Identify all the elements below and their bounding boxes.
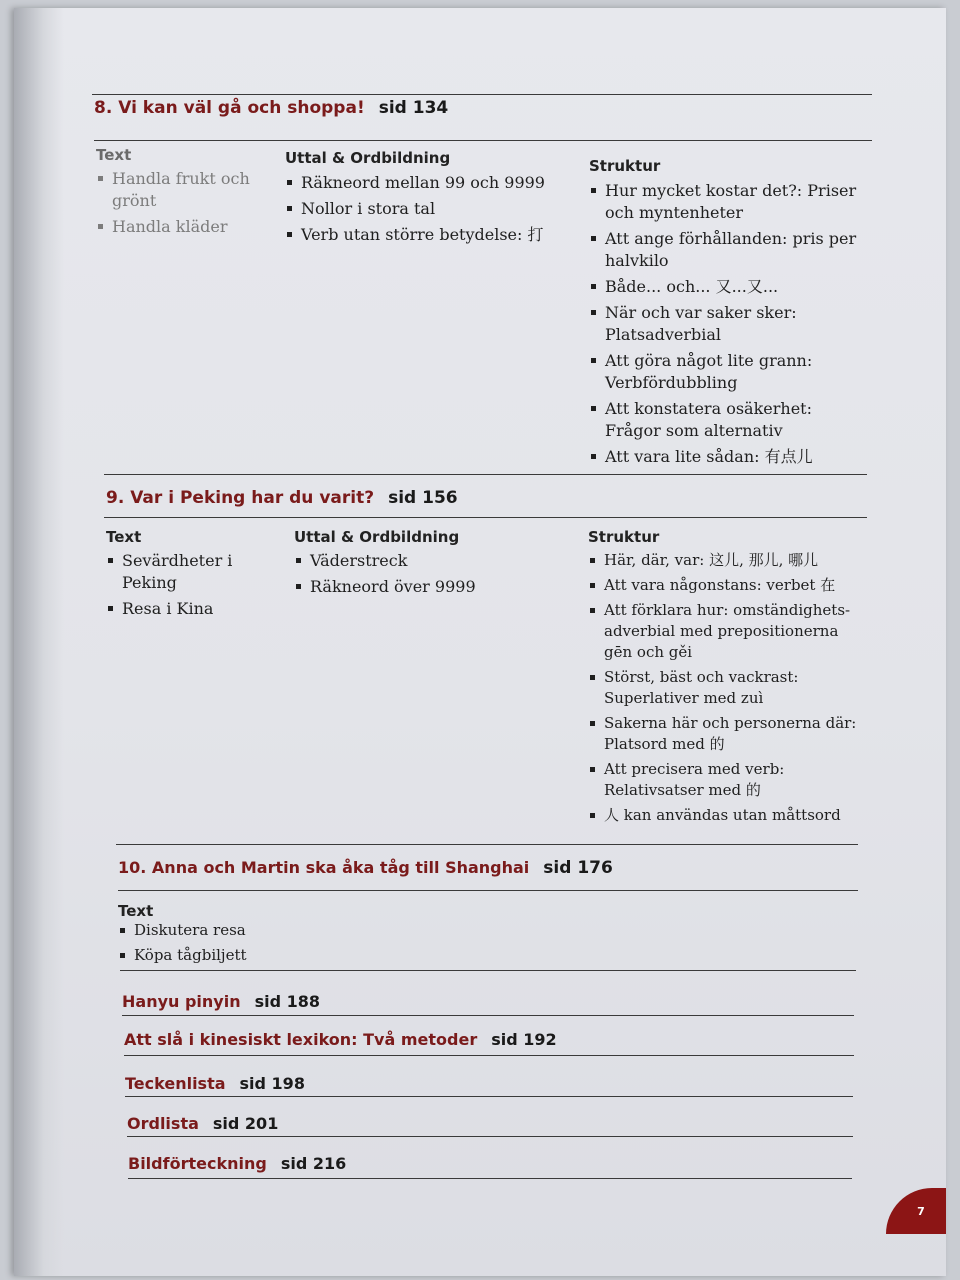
page-ref: sid 188 xyxy=(254,992,321,1011)
divider xyxy=(118,890,858,891)
struktur-column-title: Struktur xyxy=(589,157,661,175)
divider xyxy=(122,1015,854,1016)
list-item: Att precisera med verb: Relativsatser med 的 xyxy=(588,759,863,801)
list-item: Köpa tågbiljett xyxy=(118,945,418,966)
list-item: Verb utan större betydelse: 打 xyxy=(285,224,585,246)
toc-entry-lexikon xyxy=(124,1030,557,1049)
page-ref: sid 192 xyxy=(491,1030,557,1049)
page-ref: sid 134 xyxy=(378,98,449,118)
chapter-9-heading xyxy=(106,488,458,508)
list-item: Sevärdheter i Peking xyxy=(106,550,266,594)
list-item: Att vara lite sådan: 有点儿 xyxy=(589,446,869,468)
chapter-9-struktur-list xyxy=(588,550,863,830)
toc-entry-bildforteckning xyxy=(128,1154,346,1173)
divider xyxy=(127,1136,853,1137)
list-item: Resa i Kina xyxy=(106,598,266,620)
list-item: Att ange förhållanden: pris per halvkilo xyxy=(589,228,869,272)
toc-title: Teckenlista xyxy=(125,1074,226,1093)
list-item: Hur mycket kostar det?: Priser och myntenheter xyxy=(589,180,869,224)
list-item: Sakerna här och personerna där: Platsord med 的 xyxy=(588,713,863,755)
list-item: Räkneord över 9999 xyxy=(294,576,574,598)
list-item: Handla kläder xyxy=(96,216,266,238)
page-ref: sid 198 xyxy=(239,1074,305,1093)
page-ref: sid 156 xyxy=(388,488,458,508)
book-page xyxy=(14,8,946,1276)
text-column-title: Text xyxy=(96,146,132,164)
toc-title: Bildförteckning xyxy=(128,1154,267,1173)
list-item: Nollor i stora tal xyxy=(285,198,585,220)
divider xyxy=(94,140,872,141)
page-ref: sid 176 xyxy=(543,858,613,878)
list-item: Räkneord mellan 99 och 9999 xyxy=(285,172,585,194)
list-item: Både... och... 又...又... xyxy=(589,276,869,298)
toc-title: Hanyu pinyin xyxy=(122,992,241,1011)
chapter-title: 10. Anna och Martin ska åka tåg till Shanghai xyxy=(118,858,530,877)
struktur-column-title: Struktur xyxy=(588,528,660,546)
chapter-9-uttal-list xyxy=(294,550,574,602)
divider xyxy=(92,94,872,95)
chapter-8-text-list xyxy=(96,168,266,242)
list-item: Väderstreck xyxy=(294,550,574,572)
chapter-title: 8. Vi kan väl gå och shoppa! xyxy=(94,98,365,118)
divider xyxy=(104,474,867,475)
text-column-title: Text xyxy=(118,902,154,920)
list-item: Att vara någonstans: verbet 在 xyxy=(588,575,863,596)
toc-entry-hanyu-pinyin xyxy=(122,992,320,1011)
chapter-9-text-list xyxy=(106,550,266,624)
list-item: Att konstatera osäkerhet: Frågor som alternativ xyxy=(589,398,869,442)
toc-title: Ordlista xyxy=(127,1114,199,1133)
divider xyxy=(116,844,858,845)
chapter-8-uttal-list xyxy=(285,172,585,250)
divider xyxy=(125,1096,853,1097)
uttal-column-title: Uttal & Ordbildning xyxy=(294,528,460,546)
list-item: När och var saker sker: Platsadverbial xyxy=(589,302,869,346)
chapter-8-struktur-list xyxy=(589,180,869,472)
divider xyxy=(124,1055,854,1056)
divider xyxy=(128,1178,852,1179)
uttal-column-title: Uttal & Ordbildning xyxy=(285,149,451,167)
list-item: Handla frukt och grönt xyxy=(96,168,266,212)
list-item: Störst, bäst och vackrast: Superlativer med zuì xyxy=(588,667,863,709)
list-item: Att förklara hur: omständighets-adverbial med prepositionerna gēn och gěi xyxy=(588,600,863,663)
text-column-title: Text xyxy=(106,528,142,546)
divider xyxy=(120,970,856,971)
list-item: 人 kan användas utan måttsord xyxy=(588,805,863,826)
list-item: Här, där, var: 这儿, 那儿, 哪儿 xyxy=(588,550,863,571)
page-number-badge: 7 xyxy=(886,1188,946,1234)
divider xyxy=(104,517,867,518)
page-ref: sid 201 xyxy=(212,1114,279,1133)
list-item: Att göra något lite grann: Verbfördubbling xyxy=(589,350,869,394)
chapter-10-text-list xyxy=(118,920,418,970)
toc-entry-teckenlista xyxy=(125,1074,305,1093)
chapter-title: 9. Var i Peking har du varit? xyxy=(106,488,375,508)
chapter-10-heading xyxy=(118,858,613,878)
page-gutter xyxy=(14,8,64,1276)
toc-title: Att slå i kinesiskt lexikon: Två metoder xyxy=(124,1030,478,1049)
page-ref: sid 216 xyxy=(280,1154,347,1173)
toc-entry-ordlista xyxy=(127,1114,278,1133)
chapter-8-heading xyxy=(94,98,448,118)
list-item: Diskutera resa xyxy=(118,920,418,941)
